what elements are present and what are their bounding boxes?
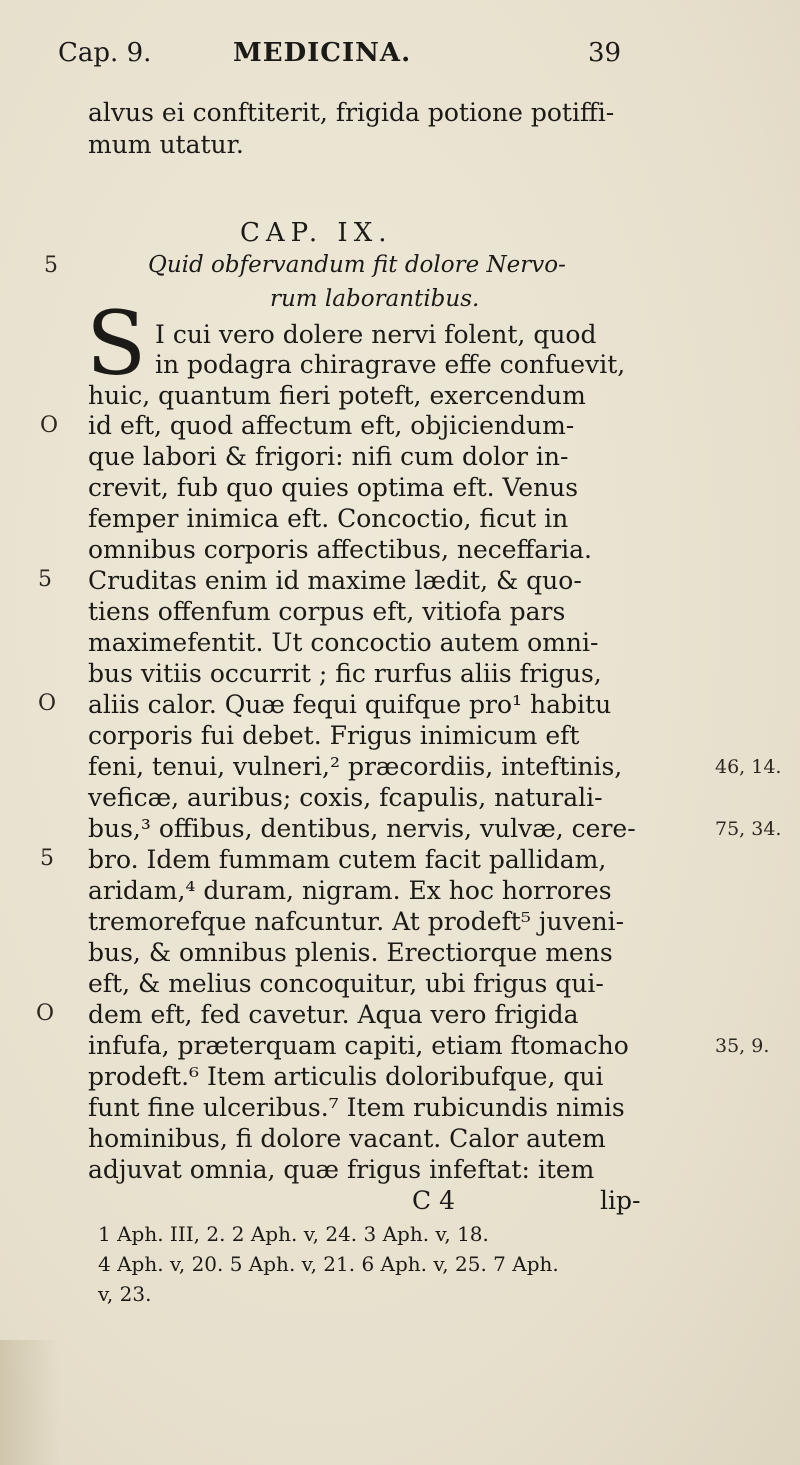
text-line: in podagra chiragrave effe confuevit, [155,350,626,379]
line-number: O [40,413,59,438]
text-line: aliis calor. Quæ fequi quifque pro¹ habitu [88,690,612,719]
footnote-line: v, 23. [98,1282,152,1306]
page-edge-shadow [0,1340,60,1465]
text-line: huic, quantum fieri poteft, exercendum [88,381,586,410]
running-header [58,38,622,78]
text-line: bus, & omnibus plenis. Erectiorque mens [88,938,613,967]
text-line: adjuvat omnia, quæ frigus infeftat: item [88,1155,595,1184]
text-line: bus vitiis occurrit ; fic rurfus aliis frigus, [88,659,602,688]
text-line: bro. Idem fummam cutem facit pallidam, [88,845,607,874]
catchword: lip- [600,1186,641,1215]
line-number: 5 [38,567,52,592]
line-number: O [38,691,57,716]
text-line: maximefentit. Ut concoctio autem omni- [88,628,599,657]
chapter-subtitle: Quid obfervandum fit dolore Nervo- [148,252,566,278]
text-line: prodeft.⁶ Item articulis doloribufque, qui [88,1062,604,1091]
text-line: dem eft, fed cavetur. Aqua vero frigida [88,1000,579,1029]
text-line: femper inimica eft. Concoctio, ficut in [88,504,569,533]
text-line: I cui vero dolere nervi folent, quod [155,320,597,349]
margin-reference: 35, 9. [715,1035,770,1057]
text-line: infufa, præterquam capiti, etiam ftomacho [88,1031,629,1060]
text-line: tremorefque nafcuntur. At prodeft⁵ juveni- [88,907,625,936]
text-line: funt fine ulceribus.⁷ Item rubicundis nimis [88,1093,625,1122]
text-line: Cruditas enim id maxime lædit, & quo- [88,566,582,595]
text-line: corporis fui debet. Frigus inimicum eft [88,721,580,750]
header-page-number: 39 [588,38,622,68]
line-number: O [36,1001,55,1026]
text-line: aridam,⁴ duram, nigram. Ex hoc horrores [88,876,612,905]
signature-mark: C 4 [412,1186,455,1215]
margin-reference: 46, 14. [715,756,782,778]
header-chapter: Cap. 9. [58,38,152,68]
chapter-heading: CAP. IX. [240,218,393,248]
text-line: que labori & frigori: nifi cum dolor in- [88,442,569,471]
text-line: eft, & melius concoquitur, ubi frigus qui- [88,969,604,998]
drop-capital: S [86,292,147,395]
chapter-subtitle: rum laborantibus. [270,286,480,312]
text-line: alvus ei conftiterit, frigida potione potiffi- [88,98,615,127]
margin-reference: 75, 34. [715,818,782,840]
text-line: veficæ, auribus; coxis, fcapulis, naturali- [88,783,603,812]
text-line: feni, tenui, vulneri,² præcordiis, inteftinis, [88,752,623,781]
footnote-line: 4 Aph. v, 20. 5 Aph. v, 21. 6 Aph. v, 25. 7 Aph. [98,1252,559,1276]
text-line: id eft, quod affectum eft, objiciendum- [88,411,575,440]
line-number: 5 [44,253,58,278]
footnote-line: 1 Aph. III, 2. 2 Aph. v, 24. 3 Aph. v, 18. [98,1222,489,1246]
text-line: omnibus corporis affectibus, neceffaria. [88,535,593,564]
text-line: mum utatur. [88,130,244,159]
text-line: bus,³ offibus, dentibus, nervis, vulvæ, cere- [88,814,636,843]
text-line: crevit, fub quo quies optima eft. Venus [88,473,579,502]
header-title: MEDICINA. [233,38,412,68]
text-line: hominibus, fi dolore vacant. Calor autem [88,1124,606,1153]
line-number: 5 [40,846,54,871]
text-line: tiens offenfum corpus eft, vitiofa pars [88,597,566,626]
